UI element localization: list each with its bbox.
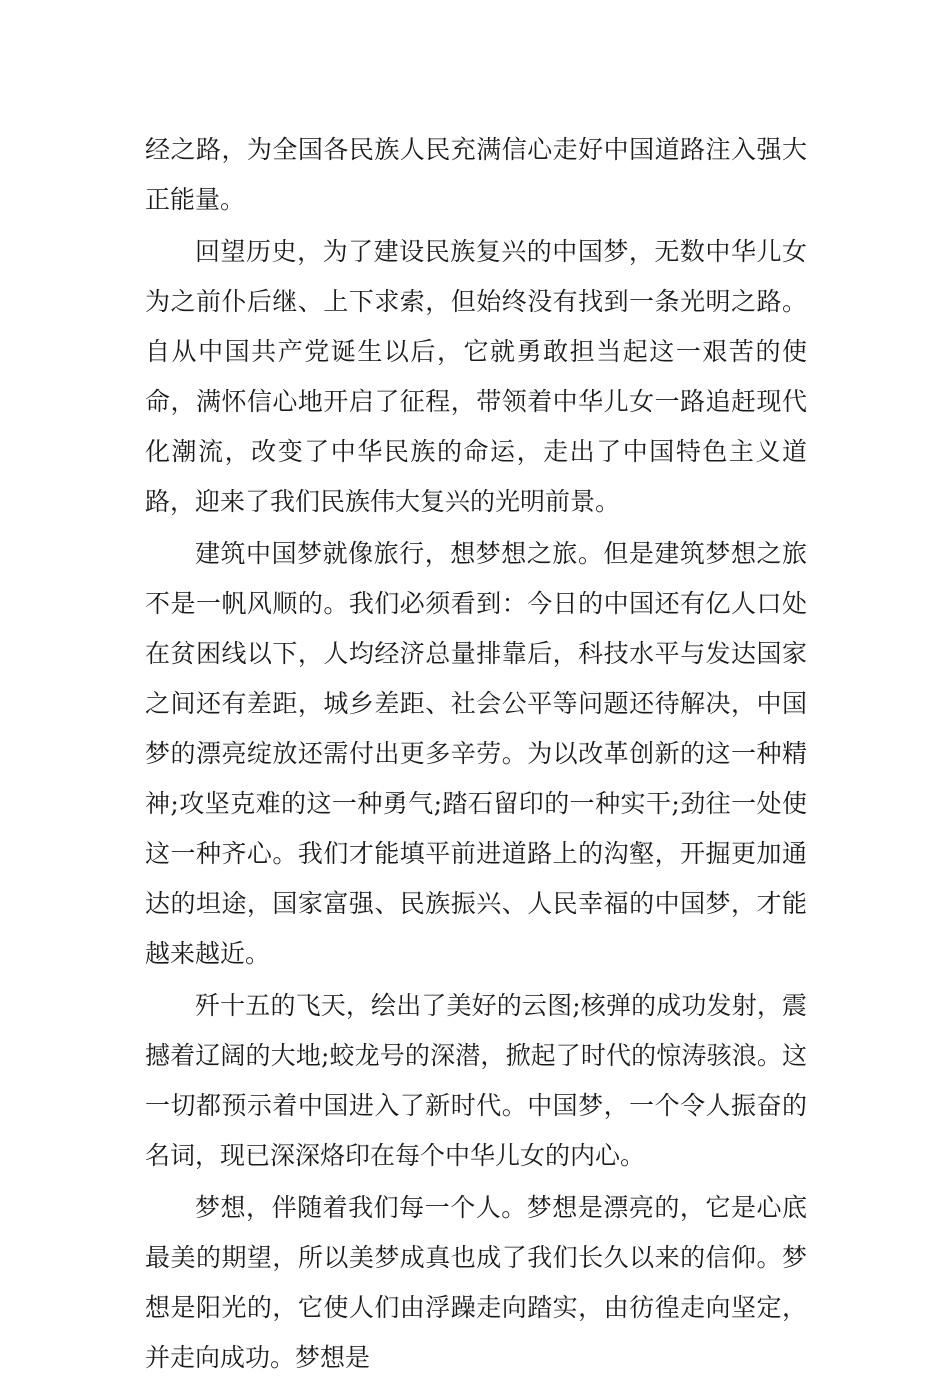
paragraph-history: 回望历史，为了建设民族复兴的中国梦，无数中华儿女为之前仆后继、上下求索，但始终没有找到一条光明之路。自从中国共产党诞生以后，它就勇敢担当起这一艰苦的使命，满怀信心地开启了征程，带领着中华儿女一路追赶现代化潮流，改变了中华民族的命运，走出了中国特色主义道路，迎来了我们民族伟大复兴的光明前景。 — [145, 237, 807, 516]
document-body — [145, 125, 807, 1385]
paragraph-new-era: 歼十五的飞天，绘出了美好的云图;核弹的成功发射，震撼着辽阔的大地;蛟龙号的深潜，掀起了时代的惊涛骇浪。这一切都预示着中国进入了新时代。中国梦，一个令人振奋的名词，现已深深烙印在每个中华儿女的内心。 — [145, 991, 807, 1170]
paragraph-dream: 梦想，伴随着我们每一个人。梦想是漂亮的，它是心底最美的期望，所以美梦成真也成了我们长久以来的信仰。梦想是阳光的，它使人们由浮躁走向踏实，由彷徨走向坚定，并走向成功。梦想是 — [145, 1193, 807, 1372]
paragraph-continued: 经之路，为全国各民族人民充满信心走好中国道路注入强大正能量。 — [145, 135, 807, 214]
paragraph-journey: 建筑中国梦就像旅行，想梦想之旅。但是建筑梦想之旅不是一帆风顺的。我们必须看到：今日的中国还有亿人口处在贫困线以下，人均经济总量排靠后，科技水平与发达国家之间还有差距，城乡差距、社会公平等问题还待解决，中国梦的漂亮绽放还需付出更多辛劳。为以改革创新的这一种精神;攻坚克难的这一种勇气;踏石留印的一种实干;劲往一处使这一种齐心。我们才能填平前进道路上的沟壑，开掘更加通达的坦途，国家富强、民族振兴、人民幸福的中国梦，才能越来越近。 — [145, 539, 807, 968]
